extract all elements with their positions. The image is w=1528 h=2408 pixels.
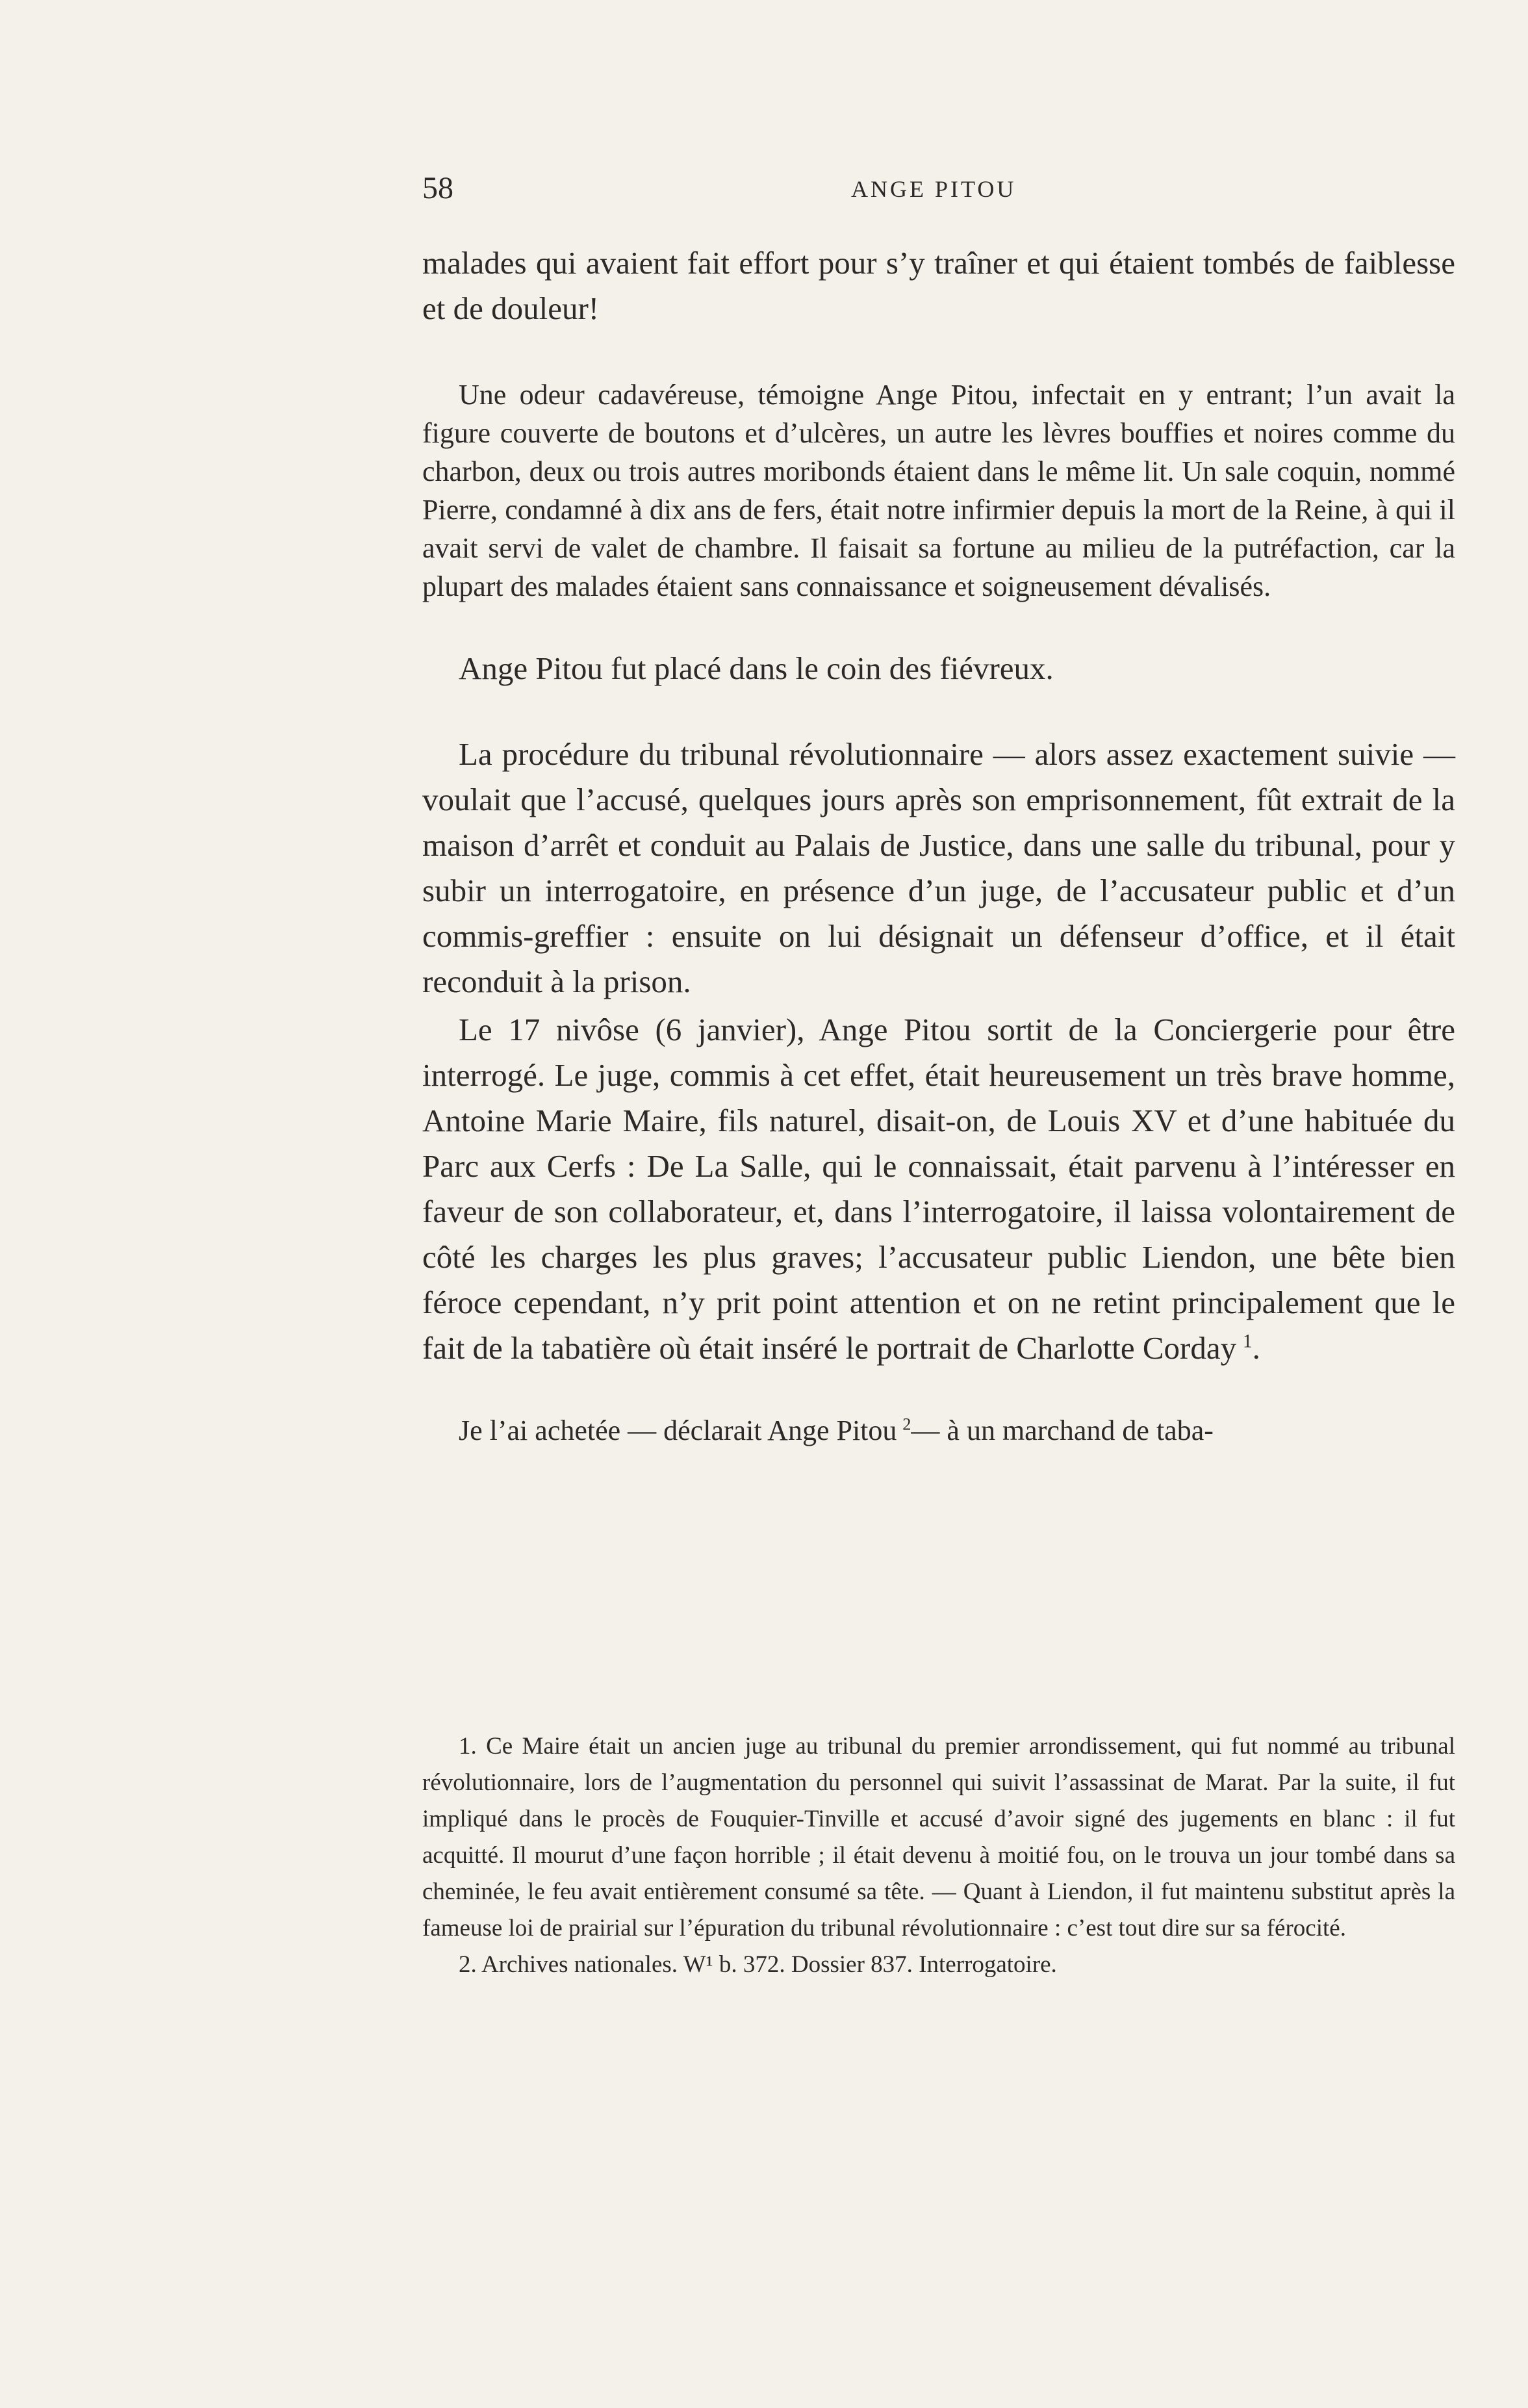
page-header	[422, 170, 1455, 216]
footnote-ref-2[interactable]: 2	[902, 1414, 911, 1434]
quote-end: — à un marchand de taba-	[911, 1415, 1214, 1446]
paragraph-text: Le 17 nivôse (6 janvier), Ange Pitou sortit de la Conciergerie pour être interrogé. Le juge, commis à cet effet, était heureusement un très brave homme, Antoine Marie Maire, fils naturel, disait-on, de Louis XV et d’une habituée du Parc aux Cerfs : De La Salle, qui le connaissait, était parvenu à l’intéresser en faveur de son collaborateur, et, dans l’interrogatoire, il laissa volontairement de côté les charges les plus graves; l’accusateur public Liendon, une bête bien féroce cependant, n’y prit point attention et on ne retint principalement que le fait de la tabatière où était inséré le portrait de Charlotte Corday	[422, 1012, 1455, 1366]
footnotes	[422, 1728, 1455, 1983]
footnote-2: 2. Archives nationales. W¹ b. 372. Dossier 837. Interrogatoire.	[459, 1951, 1057, 1978]
running-head: ANGE PITOU	[851, 176, 1017, 202]
paragraph-continuation: malades qui avaient fait effort pour s’y traîner et qui étaient tombés de faiblesse et de douleur!	[422, 245, 1455, 326]
footnote-1: 1. Ce Maire était un ancien juge au tribunal du premier arrondissement, qui fut nommé au tribunal révolutionnaire, lors de l’augmentation du personnel qui suivit l’assassinat de Marat. Par la suite, il fut impliqué dans le procès de Fouquier-Tinville et accusé d’avoir signé des jugements en blanc : il fut acquitté. Il mourut d’une façon horrible ; il était devenu à moitié fou, on le trouva un jour tombé dans sa cheminée, le feu avait entièrement consumé sa tête. — Quant à Liendon, il fut maintenu substitut après la fameuse loi de prairial sur l’épuration du tribunal révolutionnaire : c’est tout dire sur sa férocité.	[422, 1733, 1455, 1941]
paragraph-with-footnote	[422, 1007, 1455, 1371]
paragraph: La procédure du tribunal révolutionnaire — alors assez exactement suivie — voulait que l’accusé, quelques jours après son emprisonnement, fût extrait de la maison d’arrêt et conduit au Palais de Justice, dans une salle du tribunal, pour y subir un interrogatoire, en présence d’un juge, de l’accusateur public et d’un commis-greffier : ensuite on lui désignait un défenseur d’office, et il était reconduit à la prison.	[422, 736, 1455, 999]
quoted-paragraph	[422, 1411, 1455, 1450]
paragraph: Ange Pitou fut placé dans le coin des fiévreux.	[459, 650, 1054, 686]
footnote-ref-1[interactable]: 1	[1242, 1331, 1253, 1352]
quoted-paragraph: Une odeur cadavéreuse, témoigne Ange Pitou, infectait en y entrant; l’un avait la figure couverte de boutons et d’ulcères, un autre les lèvres bouffies et noires comme du charbon, deux ou trois autres moribonds étaient dans le même lit. Un sale coquin, nommé Pierre, condamné à dix ans de fers, était notre infirmier depuis la mort de la Reine, à qui il avait servi de valet de chambre. Il faisait sa fortune au milieu de la putréfaction, car la plupart des malades étaient sans connaissance et soigneusement dévalisés.	[422, 379, 1455, 602]
paragraph-end-punctuation: .	[1252, 1330, 1260, 1366]
body-text	[422, 240, 1455, 1450]
page-number: 58	[422, 171, 453, 205]
quote-start: Je l’ai achetée — déclarait Ange Pitou	[459, 1415, 897, 1446]
